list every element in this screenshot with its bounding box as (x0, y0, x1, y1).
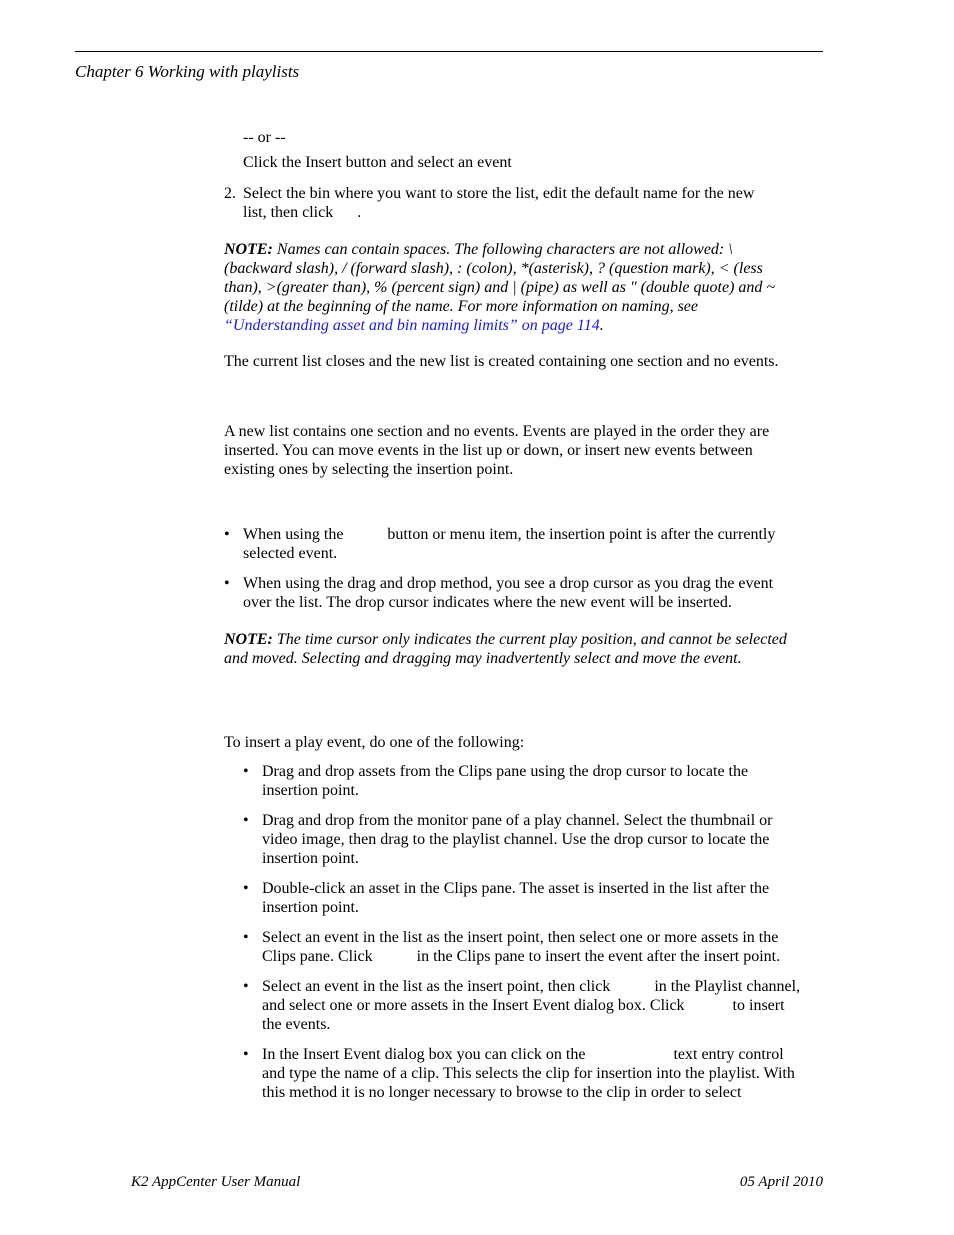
note-text: Names can contain spaces. The following characters are not allowed: \ (backward slash), / (forward slash), : (colon), *(asterisk), ? (question mark), < (less than), >(greater than), % (percent sign) and | (pipe) as well as " (double quote) and ~(tilde) at the beginning of the name. For more information on naming, see (224, 241, 776, 315)
note-end: . (599, 317, 604, 334)
result-paragraph: The current list closes and the new list is created containing one section and no events. (224, 353, 779, 370)
list-item (243, 879, 808, 917)
footer-date: 05 April 2010 (739, 1174, 823, 1190)
footer-manual-title: K2 AppCenter User Manual (131, 1174, 301, 1190)
insertion-point-list (224, 525, 804, 612)
bullet: • (243, 978, 249, 995)
list-item (243, 811, 808, 868)
bullet-text: Drag and drop from the monitor pane of a play channel. Select the thumbnail or video image, then drag to the playlist channel. Use the drop cursor to locate the insertion point. (262, 812, 773, 867)
new-list-paragraph: A new list contains one section and no events. Events are played in the order they are inserted. You can move events in the list up or down, or insert new events between existing ones by selecting the insertion point. (224, 423, 770, 478)
or-separator: -- or -- (243, 129, 286, 146)
bullet-text: When using the button or menu item, the insertion point is after the currently selected event. (243, 526, 780, 562)
bullet-text: When using the drag and drop method, you see a drop cursor as you drag the event over the list. The drop cursor indicates where the new event will be inserted. (243, 575, 774, 611)
list-item (243, 928, 808, 966)
insert-intro: To insert a play event, do one of the following: (224, 734, 525, 751)
note-text: The time cursor only indicates the current play position, and cannot be selected and moved. Selecting and dragging may inadvertently select and move the event. (224, 631, 787, 667)
list-item (224, 525, 804, 563)
insert-methods-list (243, 762, 808, 1102)
note-label: NOTE: (224, 241, 273, 258)
bullet-text: Drag and drop assets from the Clips pane using the drop cursor to locate the insertion point. (262, 763, 749, 799)
naming-limits-link[interactable]: “Understanding asset and bin naming limits” on page 114 (224, 317, 600, 334)
insert-click-text: Click the Insert button and select an event (243, 154, 512, 171)
bullet-text: Select an event in the list as the insert point, then click in the Playlist channel, and select one or more assets in the Insert Event dialog box. Click to insert the events. (262, 978, 805, 1033)
list-item (243, 1045, 808, 1102)
bullet: • (224, 575, 230, 592)
chapter-header: Chapter 6 Working with playlists (75, 62, 300, 81)
bullet: • (243, 763, 249, 780)
note-label: NOTE: (224, 631, 273, 648)
bullet: • (243, 1046, 249, 1063)
list-item (224, 574, 804, 612)
list-item (243, 762, 808, 800)
bullet: • (243, 812, 249, 829)
note-time-cursor (224, 630, 804, 668)
bullet-text: Double-click an asset in the Clips pane. The asset is inserted in the list after the insertion point. (262, 880, 770, 916)
bullet-text: Select an event in the list as the insert point, then select one or more assets in the Clips pane. Click in the Clips pane to insert the event after the insert point. (262, 929, 783, 965)
list-item (243, 977, 808, 1034)
header-rule (75, 51, 823, 52)
step-2-line-2: list, then click . (243, 204, 362, 221)
step-2-line-1: Select the bin where you want to store the list, edit the default name for the new (243, 185, 755, 202)
bullet: • (243, 929, 249, 946)
bullet: • (243, 880, 249, 897)
note-naming (224, 240, 804, 335)
step-2-number: 2. (224, 185, 236, 202)
bullet: • (224, 526, 230, 543)
bullet-text: In the Insert Event dialog box you can click on the text entry control and type the name of a clip. This selects the clip for insertion into the playlist. With this method it is no longer necessary to browse to the clip in order to select (262, 1046, 799, 1101)
